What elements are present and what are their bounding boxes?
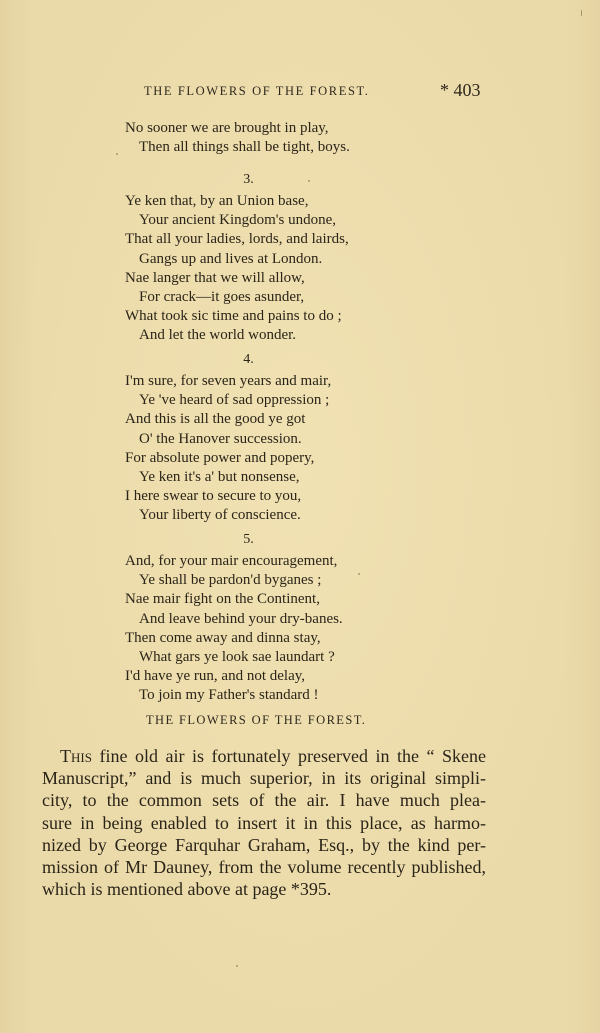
verse-line: And, for your mair encouragement, (125, 553, 338, 569)
verse-line: Nae mair fight on the Continent, (125, 591, 320, 608)
verse-line: For absolute power and popery, (125, 449, 315, 466)
verse-line: What gars ye look sae laundart ? (139, 649, 335, 666)
verse-line: I'd have ye run, and not delay, (125, 668, 305, 685)
page-number: * 403 (440, 80, 481, 100)
verse-line: Then all things shall be tight, boys. (139, 139, 350, 156)
verse-line: To join my Father's standard ! (139, 687, 319, 704)
scan-speck (358, 573, 360, 575)
running-head-title: THE FLOWERS OF THE FOREST. (144, 84, 370, 98)
verse-line: That all your ladies, lords, and lairds, (125, 231, 349, 248)
scan-speck (236, 965, 238, 967)
paragraph-line (42, 745, 486, 767)
verse-line: Gangs up and lives at London. (139, 250, 323, 267)
drop-word: This (60, 746, 92, 766)
paragraph-text: fine old air is fortunately preserved in the “ Skene (91, 746, 486, 766)
paragraph-line: mission of Mr Dauney, from the volume recently published, (42, 857, 486, 878)
scan-speck (581, 10, 582, 16)
paragraph-line: sure in being enabled to insert it in this place, as harmo- (42, 812, 486, 833)
paragraph-line: Manuscript,” and is much superior, in its original simpli- (42, 768, 486, 789)
stanza-3 (125, 171, 372, 346)
scan-speck (308, 180, 310, 182)
verse-line: I'm sure, for seven years and mair, (125, 373, 332, 389)
verse-line: And leave behind your dry-banes. (139, 610, 343, 627)
verse-line: For crack—it goes asunder, (139, 289, 305, 306)
verse-line: Ye ken that, by an Union base, (125, 193, 309, 209)
verse-line: Ye ken it's a' but nonsense, (139, 469, 300, 486)
stanza-4 (125, 351, 372, 526)
stanza-number: 5. (243, 532, 254, 547)
stanza-number: 3. (243, 172, 254, 187)
paragraph-line: which is mentioned above at page *395. (42, 879, 332, 900)
verse-line: What took sic time and pains to do ; (125, 308, 342, 325)
verse-line: And this is all the good ye got (125, 411, 306, 428)
verse-line: Your liberty of conscience. (139, 507, 301, 524)
verse-line: And let the world wonder. (139, 327, 297, 344)
verse-opening-lines (125, 119, 350, 157)
scan-speck (116, 153, 118, 155)
verse-line: Then come away and dinna stay, (125, 629, 321, 646)
paragraph-line: city, to the common sets of the air. I have much plea- (42, 790, 486, 811)
section-title: THE FLOWERS OF THE FOREST. (146, 713, 367, 727)
verse-line: Your ancient Kingdom's undone, (139, 212, 336, 229)
verse-line: Ye 've heard of sad oppression ; (139, 392, 330, 409)
body-paragraph (42, 745, 486, 900)
verse-line: Ye shall be pardon'd byganes ; (139, 572, 322, 589)
stanza-number: 4. (243, 352, 254, 367)
verse-line: O' the Hanover succession. (139, 430, 302, 447)
verse-line: No sooner we are brought in play, (125, 120, 329, 136)
stanza-5 (125, 531, 372, 706)
verse-line: Nae langer that we will allow, (125, 269, 305, 286)
verse-line: I here swear to secure to you, (125, 488, 302, 505)
paragraph-line: nized by George Farquhar Graham, Esq., by the kind per- (42, 834, 486, 855)
